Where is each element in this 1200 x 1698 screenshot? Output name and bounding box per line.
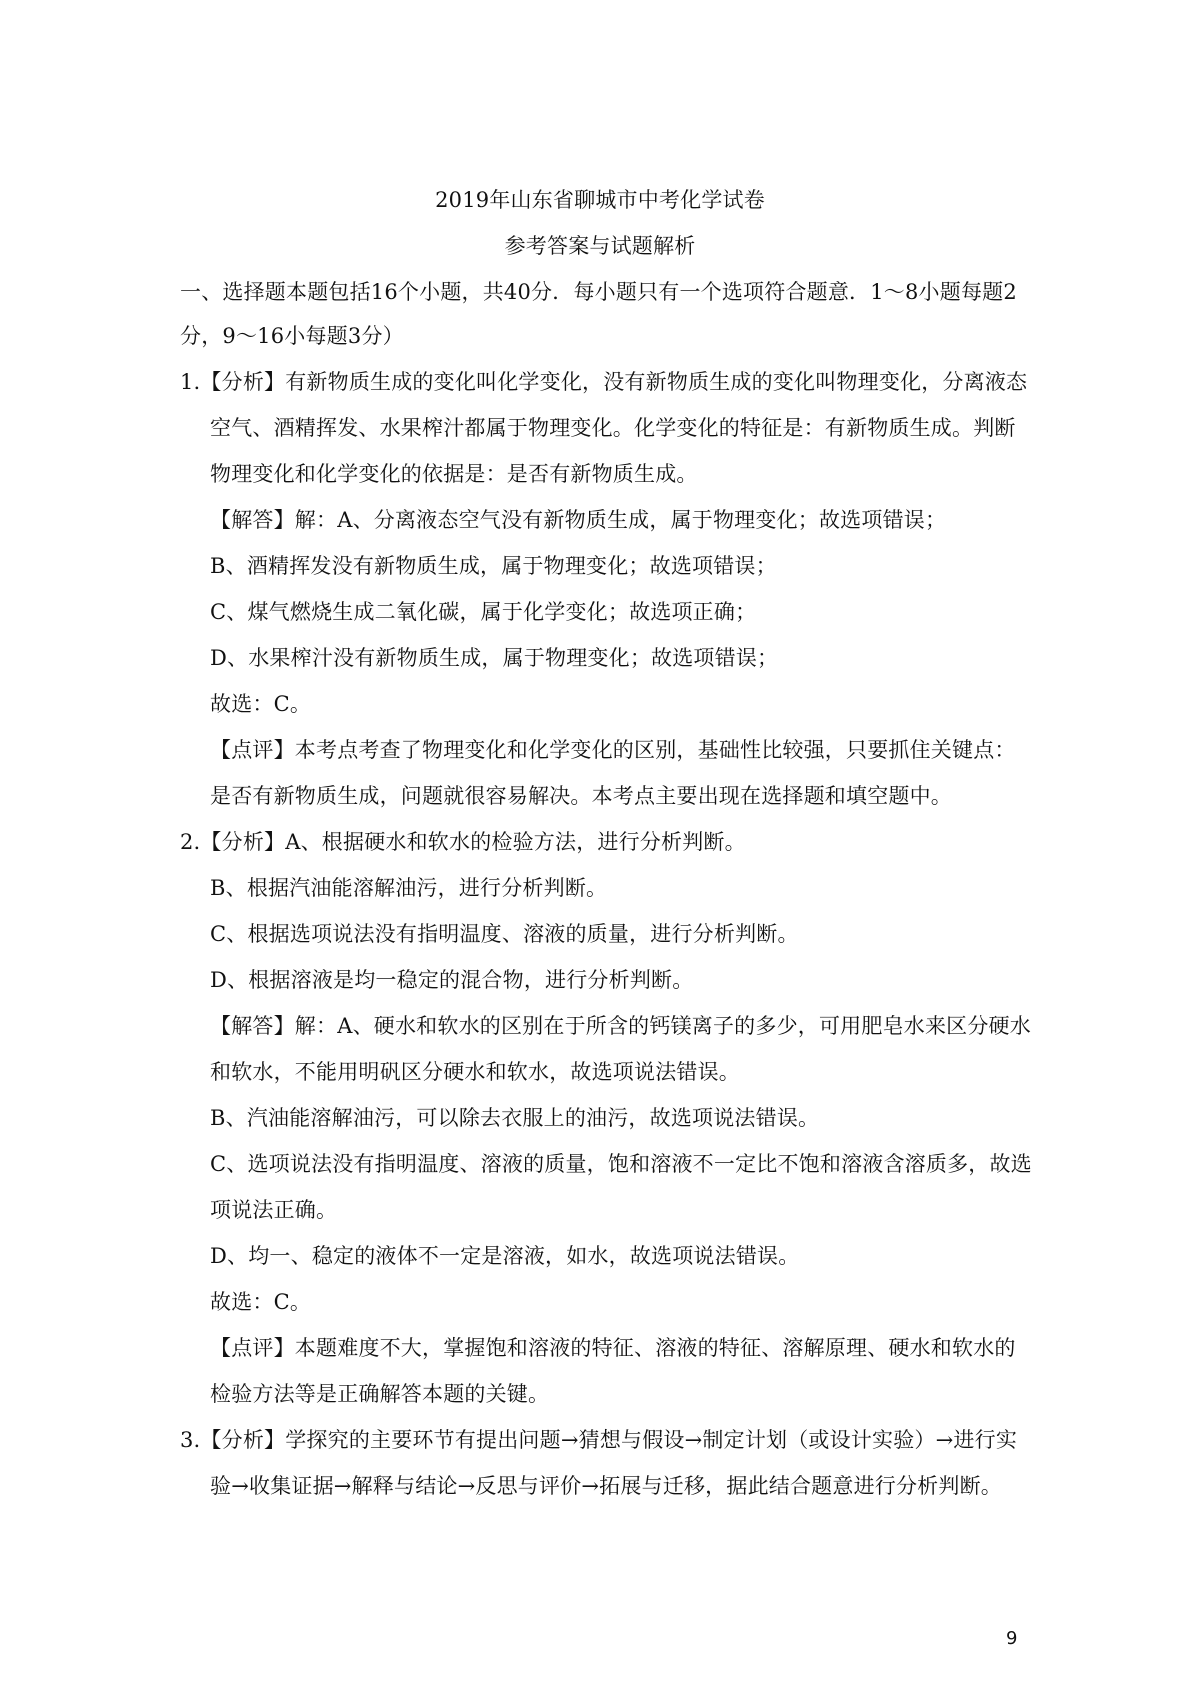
q1-answer-line-2: B、酒精挥发没有新物质生成，属于物理变化；故选项错误； — [210, 554, 777, 578]
q1-analysis-line-3: 物理变化和化学变化的依据是：是否有新物质生成。 — [210, 462, 698, 486]
q1-answer-line-1: 【解答】解：A、分离液态空气没有新物质生成，属于物理变化；故选项错误； — [210, 508, 947, 532]
q3-analysis-line-1: 3.【分析】学探究的主要环节有提出问题→猜想与假设→制定计划（或设计实验）→进行实 — [180, 1428, 1018, 1452]
q1-answer-line-5: 故选：C。 — [210, 692, 312, 716]
page-number: 9 — [1006, 1628, 1018, 1649]
page-subtitle: 参考答案与试题解析 — [504, 234, 696, 258]
q2-answer-line-3: B、汽油能溶解油污，可以除去衣服上的油污，故选项说法错误。 — [210, 1106, 820, 1130]
q2-answer-line-1: 【解答】解：A、硬水和软水的区别在于所含的钙镁离子的多少，可用肥皂水来区分硬水 — [210, 1014, 1031, 1038]
q2-answer-line-4: C、选项说法没有指明温度、溶液的质量，饱和溶液不一定比不饱和溶液含溶质多，故选 — [210, 1152, 1032, 1176]
q1-answer-line-4: D、水果榨汁没有新物质生成，属于物理变化；故选项错误； — [210, 646, 779, 670]
q1-answer-line-3: C、煤气燃烧生成二氧化碳，属于化学变化；故选项正确； — [210, 600, 757, 624]
q2-answer-line-6: D、均一、稳定的液体不一定是溶液，如水，故选项说法错误。 — [210, 1244, 800, 1268]
q2-analysis-line-2: B、根据汽油能溶解油污，进行分析判断。 — [210, 876, 608, 900]
q3-analysis-line-2: 验→收集证据→解释与结论→反思与评价→拓展与迁移，据此结合题意进行分析判断。 — [210, 1474, 1002, 1498]
q2-answer-line-7: 故选：C。 — [210, 1290, 312, 1314]
q1-comment-line-2: 是否有新物质生成，问题就很容易解决。本考点主要出现在选择题和填空题中。 — [210, 784, 952, 808]
page-title: 2019年山东省聊城市中考化学试卷 — [435, 188, 765, 212]
q2-analysis-line-3: C、根据选项说法没有指明温度、溶液的质量，进行分析判断。 — [210, 922, 799, 946]
section-heading-line-1: 一、选择题本题包括16个小题，共40分．每小题只有一个选项符合题意．1～8小题每题2 — [180, 280, 1017, 304]
q1-analysis-line-2: 空气、酒精挥发、水果榨汁都属于物理变化。化学变化的特征是：有新物质生成。判断 — [210, 416, 1016, 440]
section-heading-line-2: 分，9～16小每题3分） — [180, 324, 404, 348]
q1-comment-line-1: 【点评】本考点考查了物理变化和化学变化的区别，基础性比较强，只要抓住关键点： — [210, 738, 1016, 762]
q2-answer-line-5: 项说法正确。 — [210, 1198, 338, 1222]
q2-answer-line-2: 和软水，不能用明矾区分硬水和软水，故选项说法错误。 — [210, 1060, 740, 1084]
q1-analysis-line-1: 1.【分析】有新物质生成的变化叫化学变化，没有新物质生成的变化叫物理变化，分离液态 — [180, 370, 1028, 394]
q2-analysis-line-4: D、根据溶液是均一稳定的混合物，进行分析判断。 — [210, 968, 694, 992]
q2-comment-line-1: 【点评】本题难度不大，掌握饱和溶液的特征、溶液的特征、溶解原理、硬水和软水的 — [210, 1336, 1016, 1360]
q2-analysis-line-1: 2.【分析】A、根据硬水和软水的检验方法，进行分析判断。 — [180, 830, 746, 854]
q2-comment-line-2: 检验方法等是正确解答本题的关键。 — [210, 1382, 550, 1406]
